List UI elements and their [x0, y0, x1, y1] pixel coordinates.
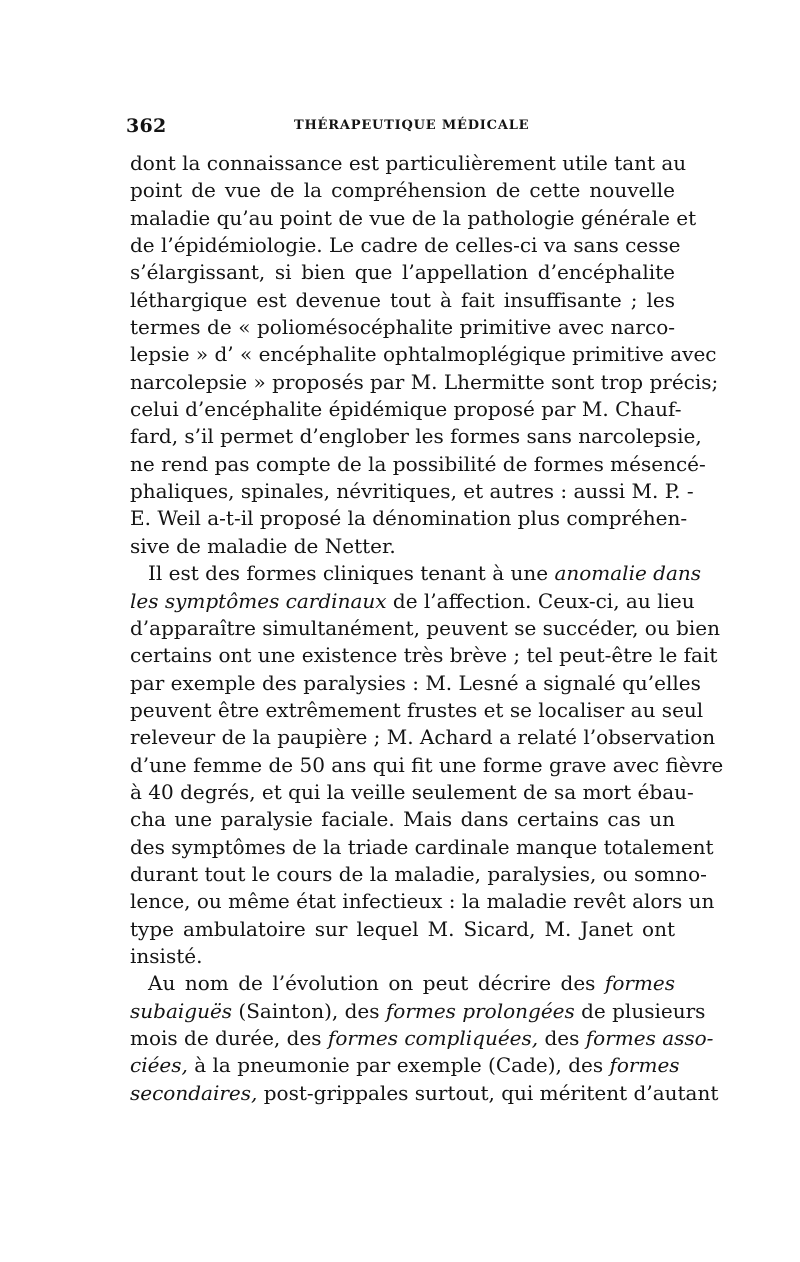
text-line — [130, 314, 675, 341]
italic-text: anomalie dans — [554, 561, 702, 586]
text-segment: celui d’encéphalite épidémique proposé par M. Chauf- — [130, 397, 682, 422]
text-segment: phaliques, spinales, névritiques, et autres : aussi M. P. - — [130, 479, 694, 504]
text-segment: releveur de la paupière ; M. Achard a relaté l’observation — [130, 725, 716, 750]
text-segment: par exemple des paralysies : M. Lesné a signalé qu’elles — [130, 670, 701, 695]
text-line — [130, 861, 707, 888]
text-line — [130, 588, 695, 615]
text-line — [130, 232, 681, 259]
text-segment: lence, ou même état infectieux : la maladie revêt alors un — [130, 889, 715, 914]
text-line — [130, 369, 719, 396]
text-line — [130, 423, 702, 450]
text-line — [130, 205, 697, 232]
text-line — [130, 287, 675, 314]
text-line — [130, 451, 706, 478]
italic-text: secondaires, — [130, 1080, 258, 1105]
text-line — [130, 888, 715, 915]
text-line — [130, 533, 675, 560]
text-segment: dont la connaissance est particulièrement utile tant au — [130, 151, 687, 175]
text-segment: de l’affection. Ceux-ci, au lieu — [386, 588, 695, 613]
text-line — [130, 916, 675, 943]
italic-text: subaiguës — [130, 998, 233, 1023]
text-line — [130, 1080, 719, 1107]
text-segment: insisté. — [130, 943, 203, 968]
text-segment: termes de « poliomésocéphalite primitive avec narco- — [130, 315, 675, 340]
text-segment: maladie qu’au point de vue de la pathologie générale et — [130, 205, 697, 230]
text-line — [130, 970, 675, 997]
page-header — [126, 115, 674, 141]
text-segment: mois de durée, des — [130, 1026, 328, 1050]
text-line — [130, 615, 720, 642]
text-line — [130, 724, 716, 751]
text-segment: ne rend pas compte de la possibilité de formes mésencé- — [130, 451, 706, 476]
text-segment: certains ont une existence très brève ; tel peut-être le fait — [130, 643, 718, 668]
text-segment: de l’épidémiologie. Le cadre de celles-ci va sans cesse — [130, 233, 681, 258]
text-line — [130, 478, 694, 505]
text-line — [130, 259, 675, 286]
text-segment: type ambulatoire sur lequel M. Sicard, M. Janet ont — [130, 916, 675, 941]
text-segment: Au nom de l’évolution on peut décrire des — [148, 971, 605, 996]
italic-text: formes asso- — [585, 1026, 714, 1050]
italic-text: ciées, — [130, 1053, 188, 1078]
text-line — [130, 752, 724, 779]
text-line — [130, 806, 675, 833]
text-segment: des — [538, 1026, 586, 1050]
text-segment: d’apparaître simultanément, peuvent se succéder, ou bien — [130, 615, 720, 640]
text-segment: Il est des formes cliniques tenant à une — [148, 561, 555, 586]
italic-text: formes — [609, 1053, 680, 1078]
text-line — [130, 560, 702, 587]
text-segment: d’une femme de 50 ans qui fit une forme grave avec fièvre — [130, 752, 724, 777]
text-segment: à 40 degrés, et qui la veille seulement de sa mort ébau- — [130, 779, 694, 804]
text-segment: point de vue de la compréhension de cette nouvelle — [130, 178, 675, 203]
italic-text: formes compliquées, — [327, 1026, 539, 1050]
text-line — [130, 177, 675, 204]
text-line — [130, 150, 687, 177]
page-number: 362 — [126, 115, 167, 137]
text-segment: (Sainton), des — [232, 998, 386, 1023]
text-line — [130, 697, 704, 724]
text-line — [130, 1052, 680, 1079]
text-segment: sive de maladie de Netter. — [130, 533, 396, 558]
text-segment: E. Weil a-t-il proposé la dénomination plus compréhen- — [130, 506, 688, 531]
text-line — [130, 998, 706, 1025]
body-text — [130, 150, 724, 1107]
text-segment: post-grippales surtout, qui méritent d’autant — [257, 1080, 719, 1105]
text-line — [130, 642, 718, 669]
text-segment: narcolepsie » proposés par M. Lhermitte sont trop précis; — [130, 369, 719, 394]
text-segment: léthargique est devenue tout à fait insuffisante ; les — [130, 287, 675, 312]
italic-text: formes prolongées — [385, 998, 575, 1023]
text-segment: fard, s’il permet d’englober les formes sans narcolepsie, — [130, 424, 702, 449]
italic-text: les symptômes cardinaux — [130, 588, 387, 613]
text-segment: s’élargissant, si bien que l’appellation d’encéphalite — [130, 260, 675, 285]
text-segment: cha une paralysie faciale. Mais dans certains cas un — [130, 807, 675, 832]
text-line — [130, 834, 714, 861]
text-line — [130, 396, 682, 423]
running-head: THÉRAPEUTIQUE MÉDICALE — [294, 118, 530, 133]
text-segment: durant tout le cours de la maladie, paralysies, ou somno- — [130, 861, 707, 886]
text-line — [130, 779, 694, 806]
text-line — [130, 943, 675, 970]
text-line — [130, 1025, 714, 1052]
text-line — [130, 505, 688, 532]
text-segment: peuvent être extrêmement frustes et se localiser au seul — [130, 697, 704, 722]
text-line — [130, 341, 717, 368]
text-segment: lepsie » d’ « encéphalite ophtalmoplégique primitive avec — [130, 342, 717, 367]
text-line — [130, 670, 701, 697]
text-segment: à la pneumonie par exemple (Cade), des — [187, 1053, 610, 1078]
text-segment: de plusieurs — [574, 998, 706, 1023]
text-segment: des symptômes de la triade cardinale manque totalement — [130, 834, 714, 859]
italic-text: formes — [604, 971, 675, 996]
